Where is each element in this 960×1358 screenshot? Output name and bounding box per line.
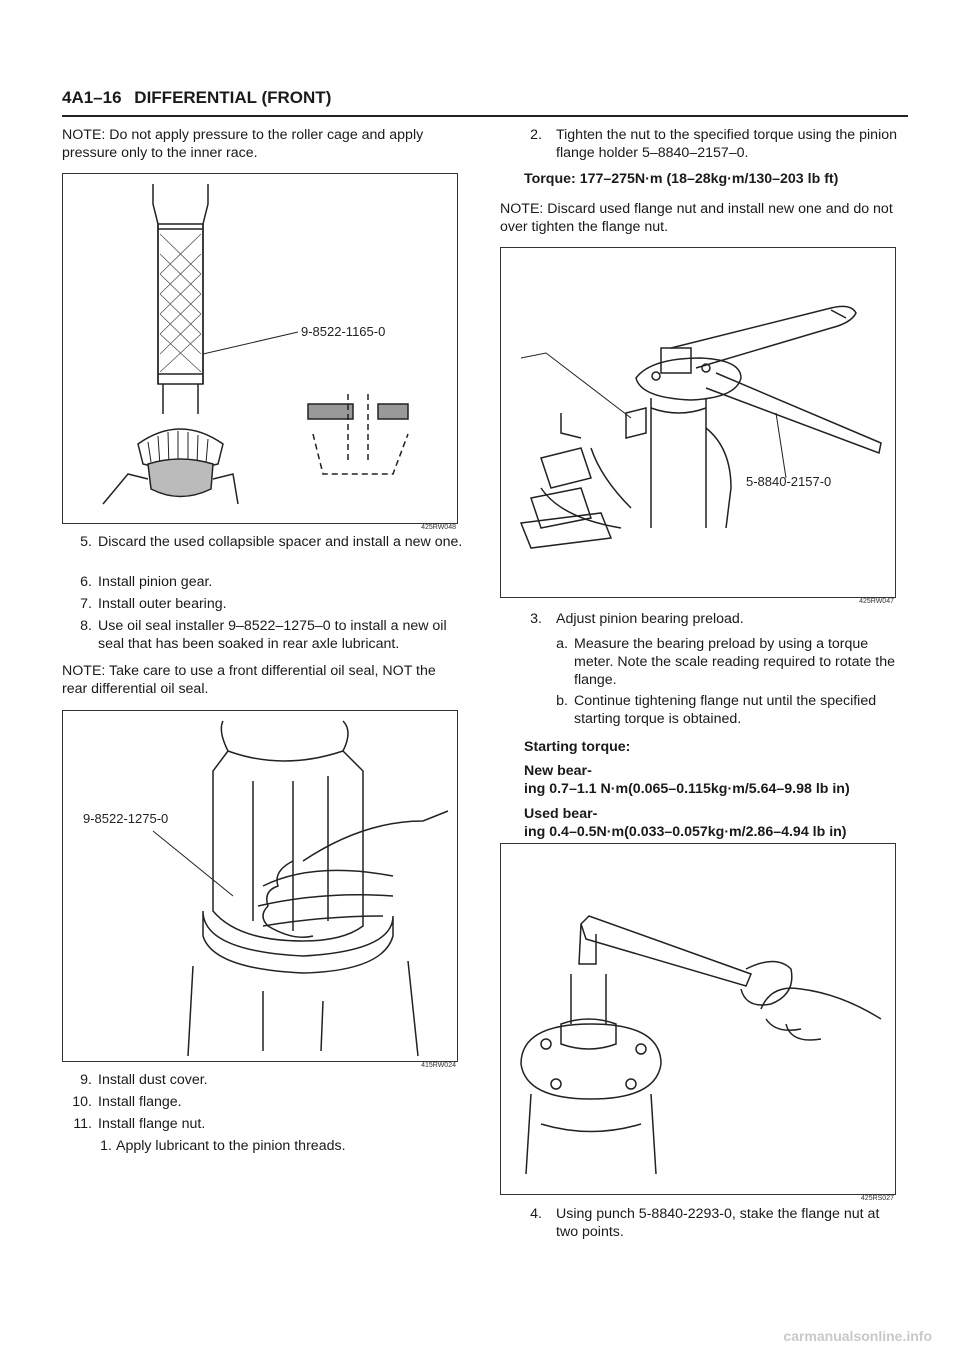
step-item: 8. Use oil seal installer 9–8522–1275–0 to install a new oil seal that has been soaked in rear axle lubricant. [80, 618, 447, 652]
sub-step-a: a. Measure the bearing preload by using a torque meter. Note the scale reading required to rotate the flange. [556, 636, 895, 688]
torque-spec: Torque: 177–275N·m (18–28kg·m/130–203 lb ft) [524, 171, 839, 187]
figure-id-415rw024: 415RW024 [421, 1062, 456, 1069]
section-number: 4A1–16 [62, 88, 122, 107]
sub-step-b: b. Continue tightening flange nut until the specified starting torque is obtained. [556, 693, 877, 727]
figure-id-425rw047: 425RW047 [859, 598, 894, 605]
step-list-9-11 [62, 1071, 464, 1159]
pinion-installer-illustration [63, 174, 457, 523]
step-item: 6. Install pinion gear. [80, 574, 213, 590]
tool-label-1165: 9-8522-1165-0 [301, 324, 386, 339]
step-4-stake-flange-nut: 4. Using punch 5-8840-2293-0, stake the flange nut at two points. [530, 1206, 880, 1240]
figure-torque-meter [500, 843, 896, 1195]
figure-pinion-installer [62, 173, 458, 524]
torque-meter-illustration [501, 844, 895, 1194]
flange-holder-illustration [501, 248, 895, 597]
page-header [62, 88, 331, 108]
used-bearing-spec: Used bear- ing 0.4–0.5N·m(0.033–0.057kg·m/2.86–4.94 lb in) [524, 806, 847, 840]
step-2-tighten-nut: 2. Tighten the nut to the specified torque using the pinion flange holder 5–8840–2157–0. [530, 127, 897, 161]
section-title: DIFFERENTIAL (FRONT) [134, 88, 332, 107]
starting-torque-heading: Starting torque: [524, 739, 631, 755]
figure-flange-holder [500, 247, 896, 598]
oil-seal-installer-illustration [63, 711, 457, 1061]
watermark: carmanualsonline.info [783, 1328, 932, 1344]
step-item: 11. Install flange nut. [73, 1116, 206, 1132]
sub-step-item: 1. Apply lubricant to the pinion threads. [100, 1138, 346, 1154]
step-item: 5. Discard the used collapsible spacer and install a new one. [80, 534, 463, 550]
step-item: 7. Install outer bearing. [80, 596, 227, 612]
tool-label-2157: 5-8840-2157-0 [746, 474, 832, 489]
note-roller-cage: NOTE: Do not apply pressure to the roller cage and apply pressure only to the inner race. [62, 127, 424, 161]
figure-oil-seal-installer [62, 710, 458, 1062]
header-rule [62, 115, 908, 117]
figure-id-425rw048: 425RW048 [421, 524, 456, 531]
step-item: 10. Install flange. [72, 1094, 182, 1110]
step-list-5-8 [62, 533, 464, 657]
note-front-oil-seal: NOTE: Take care to use a front differential oil seal, NOT the rear differential oil seal. [62, 663, 436, 697]
step-item: 9. Install dust cover. [80, 1072, 208, 1088]
figure-id-425rs027: 425RS027 [860, 1195, 894, 1202]
step-3-adjust-preload: 3. Adjust pinion bearing preload. [530, 611, 744, 627]
new-bearing-spec: New bear- ing 0.7–1.1 N·m(0.065–0.115kg·m/5.64–9.98 lb in) [524, 763, 850, 797]
note-discard-flange-nut: NOTE: Discard used flange nut and install new one and do not over tighten the flange nut. [500, 201, 893, 235]
tool-label-1275: 9-8522-1275-0 [83, 811, 169, 826]
